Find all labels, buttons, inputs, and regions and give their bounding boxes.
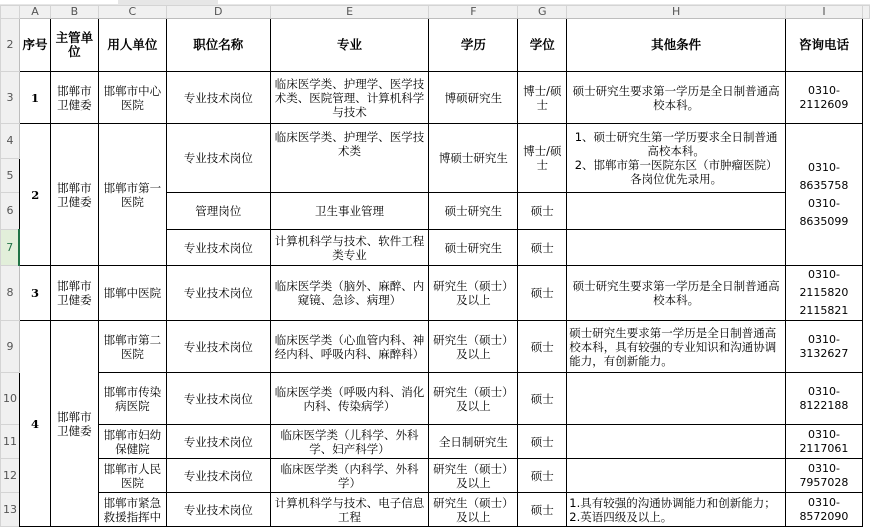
major-cell[interactable]: 临床医学类（儿科学、外科学、妇产科学） [270,425,429,459]
row-header-5[interactable]: 5 [1,159,20,193]
authority-cell[interactable]: 邯郸市卫健委 [50,266,98,321]
major-cell[interactable]: 卫生事业管理 [270,193,429,230]
position-cell[interactable]: 管理岗位 [166,193,270,230]
degree-cell[interactable]: 硕士 [518,193,567,230]
major-cell[interactable]: 临床医学类（心血管内科、神经内科、呼吸内科、麻醉科） [270,321,429,373]
column-header-i[interactable]: I [785,6,862,19]
degree-cell[interactable]: 硕士 [518,230,567,266]
degree-cell[interactable]: 硕士 [518,321,567,373]
column-header-c[interactable]: C [98,6,166,19]
degree-cell[interactable]: 硕士 [518,373,567,425]
toolbar-tab [218,0,870,4]
empty-cell [862,373,869,425]
employer-cell[interactable]: 邯郸市传染病医院 [98,373,166,425]
seq-cell[interactable]: 2 [19,124,50,266]
education-cell[interactable]: 博硕研究生 [429,72,518,124]
position-cell[interactable]: 专业技术岗位 [166,425,270,459]
phone-cell[interactable]: 0310-2115820 2115821 [785,266,862,321]
column-header-j[interactable] [862,6,869,19]
education-cell[interactable]: 研究生（硕士）及以上 [429,459,518,493]
header-other[interactable]: 其他条件 [567,19,786,72]
education-cell[interactable]: 博硕士研究生 [429,124,518,193]
row-header-13[interactable]: 13 [1,493,20,527]
major-cell[interactable]: 计算机科学与技术、电子信息工程 [270,493,429,527]
employer-cell[interactable]: 邯郸市人民医院 [98,459,166,493]
other-cell[interactable] [567,459,786,493]
column-header-f[interactable]: F [429,6,518,19]
major-cell[interactable]: 计算机科学与技术、软件工程类专业 [270,230,429,266]
select-all-corner[interactable] [1,6,20,19]
header-education[interactable]: 学历 [429,19,518,72]
other-cell[interactable]: 硕士研究生要求第一学历是全日制普通高校本科。 [567,72,786,124]
authority-cell[interactable]: 邯郸市卫健委 [50,72,98,124]
position-cell[interactable]: 专业技术岗位 [166,72,270,124]
other-cell[interactable] [567,124,786,193]
education-cell[interactable]: 研究生（硕士）及以上 [429,321,518,373]
seq-cell[interactable]: 4 [19,321,50,527]
header-position[interactable]: 职位名称 [166,19,270,72]
phone-cell[interactable]: 0310-8122188 [785,373,862,425]
education-cell[interactable]: 硕士研究生 [429,230,518,266]
other-cell[interactable]: 硕士研究生要求第一学历是全日制普通高校本科，具有较强的专业知识和沟通协调能力，有创新能力。 [567,321,786,373]
major-cell[interactable]: 临床医学类、护理学、医学技术类、医院管理、计算机科学与技术 [270,72,429,124]
row-header-6[interactable]: 6 [1,193,20,230]
table-row [1,266,870,321]
position-cell[interactable]: 专业技术岗位 [166,230,270,266]
major-cell[interactable]: 临床医学类、护理学、医学技术类 [270,124,429,193]
empty-cell [862,425,869,459]
empty-cell [862,459,869,493]
education-cell[interactable]: 全日制研究生 [429,425,518,459]
phone-cell[interactable]: 0310-7957028 [785,459,862,493]
header-seq[interactable]: 序号 [19,19,50,72]
employer-cell[interactable]: 邯郸市第一医院 [98,124,166,266]
position-cell[interactable]: 专业技术岗位 [166,266,270,321]
header-employer[interactable]: 用人单位 [98,19,166,72]
other-cell[interactable] [567,230,786,266]
empty-cell [862,72,869,124]
column-header-h[interactable]: H [567,6,786,19]
other-cell[interactable] [567,373,786,425]
position-cell[interactable]: 专业技术岗位 [166,493,270,527]
major-cell[interactable]: 临床医学类（呼吸内科、消化内科、传染病学） [270,373,429,425]
other-line-2: 2、邯郸市第一医院东区（市肿瘤医院）各岗位优先录用。 [574,158,778,186]
education-cell[interactable]: 研究生（硕士）及以上 [429,266,518,321]
degree-cell[interactable]: 硕士 [518,425,567,459]
authority-cell[interactable]: 邯郸市卫健委 [50,124,98,266]
table-row [1,425,870,459]
column-header-a[interactable]: A [19,6,50,19]
column-header-g[interactable]: G [518,6,567,19]
header-major[interactable]: 专业 [270,19,429,72]
row-header-7[interactable]: 7 [1,230,20,266]
empty-cell [862,230,869,266]
phone-cell[interactable]: 0310-2117061 [785,425,862,459]
degree-cell[interactable]: 博士/硕士 [518,124,567,193]
row-header-11[interactable]: 11 [1,425,20,459]
row-header-10[interactable]: 10 [1,373,20,425]
degree-cell[interactable]: 博士/硕士 [518,72,567,124]
phone-cell[interactable]: 0310-3132627 [785,321,862,373]
empty-cell [862,193,869,230]
phone-cell[interactable]: 0310-8572090 [785,493,862,527]
major-cell[interactable]: 临床医学类（脑外、麻醉、内窥镜、急诊、病理） [270,266,429,321]
position-cell[interactable]: 专业技术岗位 [166,124,270,193]
row-header-9[interactable]: 9 [1,321,20,373]
seq-cell[interactable]: 3 [19,266,50,321]
authority-cell[interactable]: 邯郸市卫健委 [50,321,98,527]
seq-cell[interactable]: 1 [19,72,50,124]
phone-cell[interactable]: 0310-2112609 [785,72,862,124]
row-header-12[interactable]: 12 [1,459,20,493]
table-row [1,124,870,159]
other-line-1: 1、硕士研究生第一学历要求全日制普通高校本科。 [574,130,778,158]
table-row [1,321,870,373]
other-cell[interactable]: 硕士研究生要求第一学历是全日制普通高校本科。 [567,266,786,321]
phone-cell[interactable]: 0310-8635758 0310-8635099 [785,124,862,266]
employer-cell[interactable]: 邯郸中医院 [98,266,166,321]
education-cell[interactable]: 研究生（硕士）及以上 [429,493,518,527]
table-row [1,72,870,124]
empty-cell [862,493,869,527]
major-cell[interactable]: 临床医学类（内科学、外科学） [270,459,429,493]
row-header-2[interactable]: 2 [1,19,20,72]
employer-cell[interactable]: 邯郸市中心医院 [98,72,166,124]
education-cell[interactable]: 硕士研究生 [429,193,518,230]
position-cell[interactable]: 专业技术岗位 [166,373,270,425]
degree-cell[interactable]: 硕士 [518,459,567,493]
column-header-d[interactable]: D [166,6,270,19]
other-cell[interactable] [567,425,786,459]
spreadsheet-grid [0,5,870,527]
header-degree[interactable]: 学位 [518,19,567,72]
degree-cell[interactable]: 硕士 [518,493,567,527]
empty-cell [862,266,869,321]
header-authority[interactable]: 主管单位 [50,19,98,72]
row-header-4[interactable]: 4 [1,124,20,159]
empty-cell [862,124,869,159]
table-row [1,459,870,493]
empty-cell [862,19,869,72]
row-header-3[interactable]: 3 [1,72,20,124]
header-phone[interactable]: 咨询电话 [785,19,862,72]
position-cell[interactable]: 专业技术岗位 [166,459,270,493]
table-row [1,373,870,425]
other-cell[interactable] [567,193,786,230]
column-header-row [1,6,870,19]
employer-cell[interactable]: 邯郸市妇幼保健院 [98,425,166,459]
column-header-e[interactable]: E [270,6,429,19]
toolbar-tab [0,0,118,4]
position-cell[interactable]: 专业技术岗位 [166,321,270,373]
table-row [1,493,870,527]
empty-cell [862,321,869,373]
employer-cell[interactable]: 邯郸市第二医院 [98,321,166,373]
degree-cell[interactable]: 硕士 [518,266,567,321]
other-cell[interactable]: 1.具有较强的沟通协调能力和创新能力；2.英语四级及以上。 [567,493,786,527]
education-cell[interactable]: 研究生（硕士）及以上 [429,373,518,425]
employer-cell[interactable]: 邯郸市紧急救援指挥中 [98,493,166,527]
column-header-b[interactable]: B [50,6,98,19]
table-header-row [1,19,870,72]
empty-cell [862,159,869,193]
row-header-8[interactable]: 8 [1,266,20,321]
